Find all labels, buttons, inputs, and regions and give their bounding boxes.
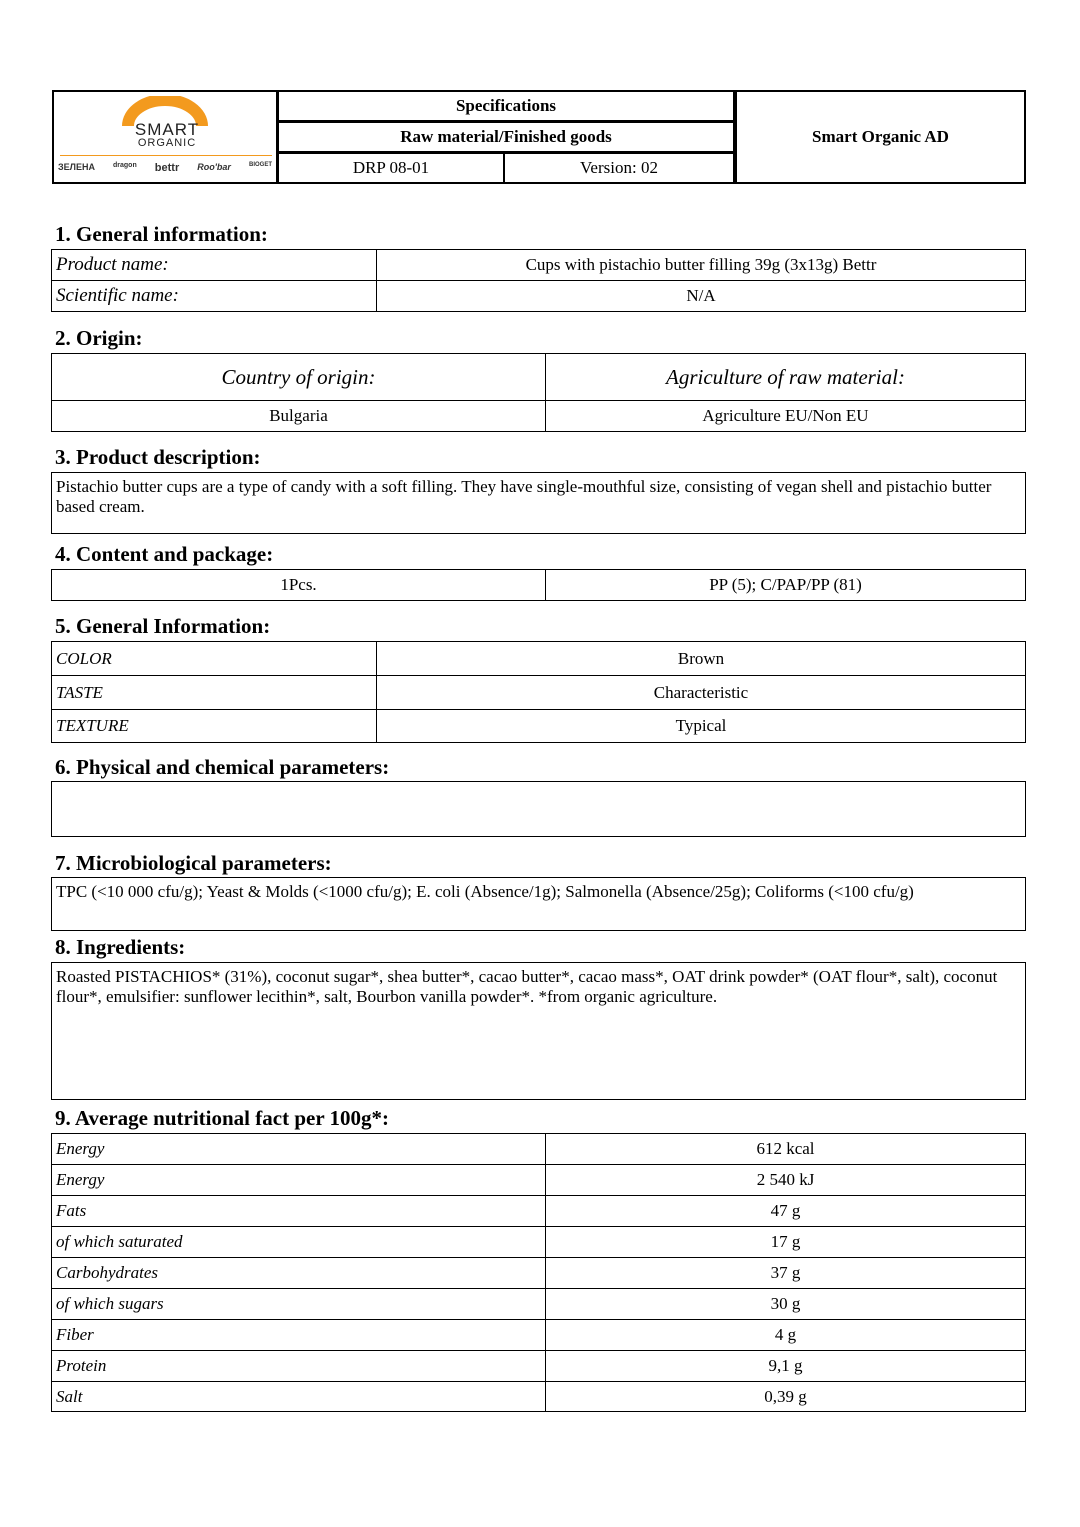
product-name-value: Cups with pistachio butter filling 39g (3x13g) Bettr (376, 249, 1026, 281)
texture-label: TEXTURE (51, 709, 377, 743)
logo-divider (60, 155, 272, 156)
package-value: PP (5); C/PAP/PP (81) (545, 569, 1026, 601)
scientific-name-label: Scientific name: (51, 280, 377, 312)
microbiological-text: TPC (<10 000 cfu/g); Yeast & Molds (<1000 cfu/g); E. coli (Absence/1g); Salmonella (Absence/25g); Coliforms (<100 cfu/g) (51, 877, 1026, 931)
nutrition-label: of which saturated (51, 1226, 546, 1258)
section-9-title: 9. Average nutritional fact per 100g*: (55, 1106, 390, 1130)
brand-logo: Roo'bar (197, 162, 231, 172)
nutrition-label: Fats (51, 1195, 546, 1227)
brand-logo: BIOGET (248, 162, 272, 168)
section-5-title: 5. General Information: (55, 614, 271, 638)
section-1-title: 1. General information: (55, 222, 268, 246)
doc-code: DRP 08-01 (277, 152, 505, 184)
nutrition-table (51, 1133, 1026, 1412)
nutrition-value: 47 g (545, 1195, 1026, 1227)
nutrition-label: Energy (51, 1164, 546, 1196)
logo-text-bottom: ORGANIC (137, 137, 197, 149)
taste-value: Characteristic (376, 675, 1026, 710)
brand-logos (58, 162, 272, 174)
nutrition-value: 30 g (545, 1288, 1026, 1320)
nutrition-value: 4 g (545, 1319, 1026, 1351)
color-value: Brown (376, 641, 1026, 676)
texture-value: Typical (376, 709, 1026, 743)
nutrition-label: of which sugars (51, 1288, 546, 1320)
agriculture-header: Agriculture of raw material: (545, 353, 1026, 401)
raw-material-title: Raw material/Finished goods (277, 121, 735, 153)
specifications-title: Specifications (277, 90, 735, 122)
country-of-origin-header: Country of origin: (51, 353, 546, 401)
country-of-origin-value: Bulgaria (51, 400, 546, 432)
nutrition-label: Fiber (51, 1319, 546, 1351)
logo-box (52, 90, 278, 184)
ingredients-text: Roasted PISTACHIOS* (31%), coconut sugar*, shea butter*, cacao butter*, cacao mass*, OAT drink powder* (OAT flour*, salt), coconut flour*, emulsifier: sunflower lecithin*, salt, Bourbon vanilla powder*. *from organic agriculture. (51, 962, 1026, 1100)
nutrition-value: 0,39 g (545, 1381, 1026, 1412)
nutrition-label: Carbohydrates (51, 1257, 546, 1289)
nutrition-label: Salt (51, 1381, 546, 1412)
section-7-title: 7. Microbiological parameters: (55, 851, 332, 875)
section-6-title: 6. Physical and chemical parameters: (55, 755, 390, 779)
section-2-title: 2. Origin: (55, 326, 143, 350)
physical-chemical-box (51, 781, 1026, 837)
nutrition-value: 17 g (545, 1226, 1026, 1258)
brand-logo: ЗЕЛЕНА (58, 162, 95, 172)
logo-text-top: SMART (134, 120, 200, 139)
nutrition-value: 2 540 kJ (545, 1164, 1026, 1196)
nutrition-value: 37 g (545, 1257, 1026, 1289)
brand-logo: bettr (154, 162, 180, 174)
nutrition-label: Protein (51, 1350, 546, 1382)
nutrition-value: 9,1 g (545, 1350, 1026, 1382)
company-name: Smart Organic AD (735, 90, 1026, 184)
scientific-name-value: N/A (376, 280, 1026, 312)
product-description: Pistachio butter cups are a type of candy with a soft filling. They have single-mouthful size, consisting of vegan shell and pistachio butter based cream. (51, 472, 1026, 534)
product-name-label: Product name: (51, 249, 377, 281)
taste-label: TASTE (51, 675, 377, 710)
content-value: 1Pcs. (51, 569, 546, 601)
section-4-title: 4. Content and package: (55, 542, 274, 566)
brand-logo: dragon (113, 162, 137, 169)
nutrition-value: 612 kcal (545, 1133, 1026, 1165)
doc-version: Version: 02 (503, 152, 735, 184)
section-3-title: 3. Product description: (55, 445, 261, 469)
agriculture-value: Agriculture EU/Non EU (545, 400, 1026, 432)
section-8-title: 8. Ingredients: (55, 935, 186, 959)
nutrition-label: Energy (51, 1133, 546, 1165)
color-label: COLOR (51, 641, 377, 676)
